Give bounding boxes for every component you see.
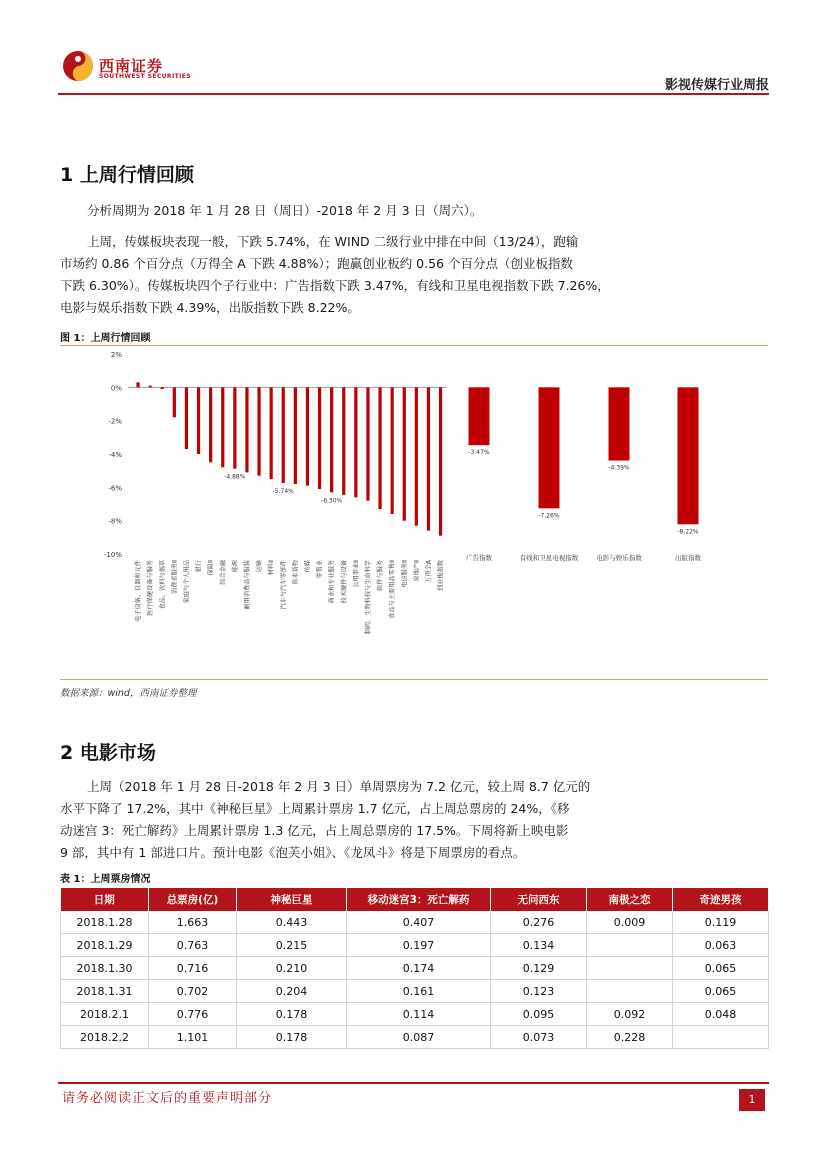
bar xyxy=(539,387,560,508)
data-label: -6.30% xyxy=(321,497,343,505)
table-cell: 0.443 xyxy=(237,911,347,934)
table-cell: 0.174 xyxy=(347,957,491,980)
table-cell: 2018.1.29 xyxy=(61,934,149,957)
paragraph-line: 上周（2018 年 1 月 28 日-2018 年 2 月 3 日）单周票房为 7.2 亿元，较上周 8.7 亿元的 xyxy=(87,779,591,794)
table-row xyxy=(61,957,769,980)
paragraph-line: 9 部，其中有 1 部进口片。预计电影《泡芙小姐》、《龙凤斗》将是下周票房的看点。 xyxy=(60,845,526,860)
table-cell: 0.204 xyxy=(237,980,347,1003)
header-divider xyxy=(58,93,769,95)
table-cell: 0.407 xyxy=(347,911,491,934)
y-tick-label: -6% xyxy=(108,484,122,493)
table-row xyxy=(61,1003,769,1026)
x-tick-label: 消费者服务Ⅱ xyxy=(171,560,179,594)
column-header: 无问西东 xyxy=(491,888,587,911)
x-tick-label: 能源 xyxy=(231,560,239,573)
table-cell: 2018.1.30 xyxy=(61,957,149,980)
bar xyxy=(678,387,699,524)
figure-source-note: 数据来源：wind，西南证券整理 xyxy=(60,688,197,699)
column-header: 日期 xyxy=(61,888,149,911)
bar xyxy=(197,387,200,454)
x-tick-label: 制药、生物科技与生命科学 xyxy=(364,560,372,635)
x-tick-label: 汽车与汽车零部件 xyxy=(280,560,288,610)
bar xyxy=(391,387,394,514)
table-cell: 0.716 xyxy=(149,957,237,980)
table-cell: 0.161 xyxy=(347,980,491,1003)
data-label: -7.26% xyxy=(538,512,560,520)
bar xyxy=(233,387,236,468)
x-tick-label: 银行 xyxy=(195,560,203,573)
table-cell: 0.776 xyxy=(149,1003,237,1026)
table-cell: 0.114 xyxy=(347,1003,491,1026)
column-header: 神秘巨星 xyxy=(237,888,347,911)
x-tick-label: 传媒 xyxy=(304,560,312,573)
section-heading-film-market: 2 电影市场 xyxy=(60,742,156,764)
table-cell: 0.197 xyxy=(347,934,491,957)
table-header-row xyxy=(61,888,769,911)
bar xyxy=(173,387,176,417)
bar xyxy=(609,387,630,460)
table-caption: 表 1：上周票房情况 xyxy=(60,874,151,885)
table-row xyxy=(61,911,769,934)
brand-name-en: SOUTHWEST SECURITIES xyxy=(99,73,191,80)
report-title: 影视传媒行业周报 xyxy=(664,78,769,93)
table-cell xyxy=(587,980,673,1003)
x-tick-label: 软件与服务 xyxy=(377,560,385,591)
data-label: -5.74% xyxy=(272,488,294,495)
table-cell: 0.073 xyxy=(491,1026,587,1049)
figure-caption: 图 1：上周行情回顾 xyxy=(60,333,151,344)
bar xyxy=(403,387,406,520)
bar xyxy=(366,387,369,500)
table-row xyxy=(61,934,769,957)
x-tick-label: 家庭与个人用品 xyxy=(183,560,191,604)
x-tick-label: 食品、饮料与烟草 xyxy=(159,560,167,610)
table-cell: 0.065 xyxy=(673,980,769,1003)
x-tick-label: 材料Ⅱ xyxy=(268,560,276,576)
bar xyxy=(415,387,418,525)
x-tick-label: 医疗保健设备与服务 xyxy=(147,560,155,616)
bar xyxy=(439,387,442,535)
paragraph-line: 上周，传媒板块表现一般，下跌 5.74%，在 WIND 二级行业中排在中间（13/24），跑输 xyxy=(87,234,579,249)
bar xyxy=(136,382,139,387)
table-cell: 0.178 xyxy=(237,1026,347,1049)
table-cell: 0.228 xyxy=(587,1026,673,1049)
table-cell: 0.702 xyxy=(149,980,237,1003)
table-cell: 0.178 xyxy=(237,1003,347,1026)
x-tick-label: 商业和专业服务 xyxy=(328,560,336,604)
x-tick-label: 万得全A xyxy=(425,560,433,583)
table-cell: 0.763 xyxy=(149,934,237,957)
bar xyxy=(294,387,297,484)
bar xyxy=(185,387,188,449)
company-logo-icon xyxy=(62,50,94,82)
bar xyxy=(209,387,212,462)
table-cell: 0.065 xyxy=(673,957,769,980)
x-tick-label: 出版指数 xyxy=(675,554,701,562)
box-office-table xyxy=(60,888,769,1049)
paragraph-line: 分析周期为 2018 年 1 月 28 日（周日）-2018 年 2 月 3 日（周六）。 xyxy=(87,203,483,218)
column-header: 总票房(亿) xyxy=(149,888,237,911)
table-cell: 0.276 xyxy=(491,911,587,934)
x-tick-label: 创业板指数 xyxy=(437,560,445,591)
table-cell xyxy=(587,934,673,957)
bar xyxy=(469,387,490,445)
table-cell: 1.663 xyxy=(149,911,237,934)
bar xyxy=(282,387,285,483)
x-tick-label: 保险Ⅱ xyxy=(207,560,215,576)
table-cell: 0.087 xyxy=(347,1026,491,1049)
table-row xyxy=(61,980,769,1003)
bar xyxy=(318,387,321,489)
bar xyxy=(342,387,345,494)
table-cell: 2018.2.1 xyxy=(61,1003,149,1026)
paragraph-line: 下跌 6.30%）。传媒板块四个子行业中：广告指数下跌 3.47%，有线和卫星电视指数下跌 7.26%， xyxy=(60,278,610,293)
table-cell: 1.101 xyxy=(149,1026,237,1049)
table-cell: 0.215 xyxy=(237,934,347,957)
table-cell: 0.119 xyxy=(673,911,769,934)
bar xyxy=(245,387,248,472)
bar xyxy=(270,387,273,479)
bar xyxy=(330,387,333,492)
y-tick-label: -10% xyxy=(103,551,122,559)
bar xyxy=(354,387,357,497)
bar xyxy=(257,387,260,475)
figure-bottom-rule xyxy=(60,679,768,680)
section-heading-market-review: 1 上周行情回顾 xyxy=(60,164,194,186)
y-tick-label: 2% xyxy=(110,351,122,359)
table-cell: 0.063 xyxy=(673,934,769,957)
x-tick-label: 房地产Ⅱ xyxy=(413,560,421,582)
x-tick-label: 资本货物 xyxy=(292,560,300,585)
x-tick-label: 电子设备、仪器和元件 xyxy=(135,560,143,622)
table-cell xyxy=(673,1026,769,1049)
bar xyxy=(378,387,381,509)
brand-name-cn: 西南证券 xyxy=(99,57,164,75)
table-cell: 0.129 xyxy=(491,957,587,980)
table-cell: 2018.2.2 xyxy=(61,1026,149,1049)
x-tick-label: 零售业 xyxy=(316,560,324,579)
bar xyxy=(161,387,164,389)
x-tick-label: 广告指数 xyxy=(466,554,492,562)
data-label: -8.22% xyxy=(677,528,699,536)
x-tick-label: 电影与娱乐指数 xyxy=(596,554,642,562)
x-tick-label: 电信服务Ⅱ xyxy=(401,560,409,588)
y-tick-label: 0% xyxy=(110,384,122,393)
bar xyxy=(306,387,309,485)
table-cell: 0.048 xyxy=(673,1003,769,1026)
data-label: -4.39% xyxy=(608,464,630,472)
x-tick-label: 耐用消费品与服装 xyxy=(243,560,251,610)
column-header: 南极之恋 xyxy=(587,888,673,911)
x-tick-label: 运输 xyxy=(256,560,264,573)
data-label: -3.47% xyxy=(468,449,490,457)
table-cell: 0.123 xyxy=(491,980,587,1003)
y-tick-label: -4% xyxy=(108,451,122,459)
x-tick-label: 公用事业Ⅱ xyxy=(352,560,360,588)
footer-disclaimer: 请务必阅读正文后的重要声明部分 xyxy=(62,1091,273,1106)
paragraph-line: 动迷宫 3：死亡解药》上周累计票房 1.3 亿元，占上周总票房的 17.5%。下周将新上映电影 xyxy=(60,823,569,838)
table-cell: 0.009 xyxy=(587,911,673,934)
x-tick-label: 有线和卫星电视指数 xyxy=(519,554,579,562)
analysis-period-paragraph xyxy=(60,200,620,222)
x-tick-label: 食品与主要用品零售Ⅱ xyxy=(389,560,397,619)
table-cell: 2018.1.31 xyxy=(61,980,149,1003)
box-office-paragraph xyxy=(60,776,620,864)
y-tick-label: -2% xyxy=(108,417,122,426)
page-number: 1 xyxy=(739,1089,765,1111)
column-header: 移动迷宫3：死亡解药 xyxy=(347,888,491,911)
table-cell: 0.095 xyxy=(491,1003,587,1026)
paragraph-line: 市场约 0.86 个百分点（万得全 A 下跌 4.88%）；跑赢创业板约 0.56 个百分点（创业板指数 xyxy=(60,256,573,271)
footer-divider xyxy=(58,1082,769,1084)
y-tick-label: -8% xyxy=(108,517,122,526)
bar xyxy=(427,387,430,530)
paragraph-line: 电影与娱乐指数下跌 4.39%，出版指数下跌 8.22%。 xyxy=(60,300,360,315)
table-cell: 0.210 xyxy=(237,957,347,980)
market-summary-paragraph xyxy=(60,231,620,319)
sector-performance-chart xyxy=(60,346,768,676)
column-header: 奇迹男孩 xyxy=(673,888,769,911)
table-cell: 2018.1.28 xyxy=(61,911,149,934)
bar xyxy=(149,386,152,388)
table-cell: 0.092 xyxy=(587,1003,673,1026)
table-cell xyxy=(587,957,673,980)
x-tick-label: 技术硬件与设备 xyxy=(340,560,348,604)
table-row xyxy=(61,1026,769,1049)
table-cell: 0.134 xyxy=(491,934,587,957)
paragraph-line: 水平下降了 17.2%，其中《神秘巨星》上周累计票房 1.7 亿元，占上周总票房的 24%，《移 xyxy=(60,801,570,816)
bar xyxy=(221,387,224,467)
x-tick-label: 综合金融 xyxy=(219,560,227,585)
data-label: -4.88% xyxy=(224,473,246,481)
